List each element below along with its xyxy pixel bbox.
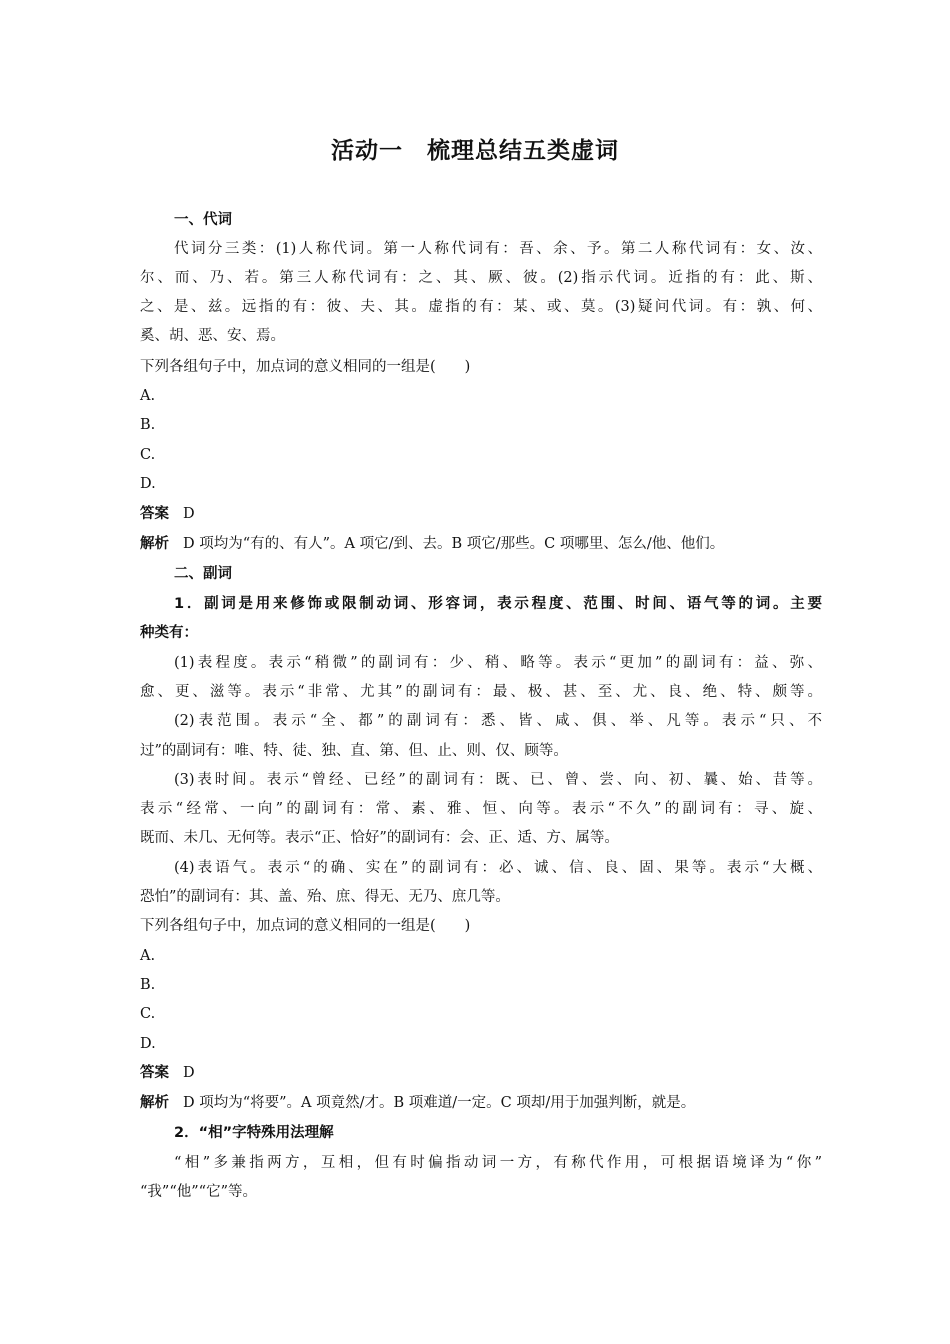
analysis-text: D 项均为“有的、有人”。A 项它/到、去。B 项它/那些。C 项哪里、怎么/他、他们。 <box>183 536 725 552</box>
option-d: D. <box>140 1036 156 1052</box>
subheading-xiang: 2．“相”字特殊用法理解 <box>174 1125 334 1141</box>
paragraph-line: 代词分三类：(1)人称代词。第一人称代词有：吾、余、予。第二人称代词有：女、汝、 <box>174 241 822 257</box>
intro-line: 种类有： <box>140 625 198 641</box>
paragraph-line: 恐怕”的副词有：其、盖、殆、庶、得无、无乃、庶几等。 <box>140 889 510 905</box>
paragraph-line: “相”多兼指两方，互相，但有时偏指动词一方，有称代作用，可根据语境译为“你” <box>174 1155 822 1171</box>
option-a: A. <box>140 388 156 404</box>
paragraph-line: “我”“他”“它”等。 <box>140 1184 257 1200</box>
analysis-row <box>140 533 822 555</box>
analysis-label: 解析 <box>140 536 169 552</box>
intro-line: 1．副词是用来修饰或限制动词、形容词，表示程度、范围、时间、语气等的词。主要 <box>174 596 822 612</box>
paragraph-line: (4)表语气。表示“的确、实在”的副词有：必、诚、信、良、固、果等。表示“大概、 <box>174 860 822 876</box>
paragraph-line: 表示“经常、一向”的副词有：常、素、雅、恒、向等。表示“不久”的副词有：寻、旋、 <box>140 801 822 817</box>
paragraph-line: (3)表时间。表示“曾经、已经”的副词有：既、已、曾、尝、向、初、曩、始、昔等。 <box>174 772 822 788</box>
question-text: 下列各组句子中，加点词的意义相同的一组是( ) <box>140 918 471 934</box>
answer-value: D <box>183 506 195 522</box>
option-b: B. <box>140 977 156 993</box>
paragraph-line: 奚、胡、恶、安、焉。 <box>140 328 285 344</box>
paragraph-line: 尔、而、乃、若。第三人称代词有：之、其、厥、彼。(2)指示代词。近指的有：此、斯、 <box>140 270 822 286</box>
answer-value: D <box>183 1065 195 1081</box>
paragraph-line: 过”的副词有：唯、特、徒、独、直、第、但、止、则、仅、顾等。 <box>140 743 568 759</box>
page-title: 活动一 梳理总结五类虚词 <box>331 138 619 164</box>
option-b: B. <box>140 417 156 433</box>
answer-label: 答案 <box>140 1065 169 1081</box>
option-c: C. <box>140 447 156 463</box>
paragraph-line: 愈、更、滋等。表示“非常、尤其”的副词有：最、极、甚、至、尤、良、绝、特、颇等。 <box>140 684 822 700</box>
section-heading-pronoun: 一、代词 <box>174 212 232 228</box>
analysis-text: D 项均为“将要”。A 项竟然/才。B 项难道/一定。C 项却/用于加强判断，就是。 <box>183 1095 696 1111</box>
paragraph-line: 既而、未几、无何等。表示“正、恰好”的副词有：会、正、适、方、属等。 <box>140 830 619 846</box>
answer-row <box>140 503 822 525</box>
option-c: C. <box>140 1006 156 1022</box>
analysis-label: 解析 <box>140 1095 169 1111</box>
analysis-row <box>140 1092 822 1114</box>
section-heading-adverb: 二、副词 <box>174 566 232 582</box>
paragraph-line: (1)表程度。表示“稍微”的副词有：少、稍、略等。表示“更加”的副词有：益、弥、 <box>174 655 822 671</box>
answer-label: 答案 <box>140 506 169 522</box>
question-text: 下列各组句子中，加点词的意义相同的一组是( ) <box>140 359 471 375</box>
option-a: A. <box>140 948 156 964</box>
paragraph-line: (2)表范围。表示“全、都”的副词有：悉、皆、咸、俱、举、凡等。表示“只、不 <box>174 713 822 729</box>
answer-row <box>140 1062 822 1084</box>
option-d: D. <box>140 476 156 492</box>
paragraph-line: 之、是、兹。远指的有：彼、夫、其。虚指的有：某、或、莫。(3)疑问代词。有：孰、何、 <box>140 299 822 315</box>
